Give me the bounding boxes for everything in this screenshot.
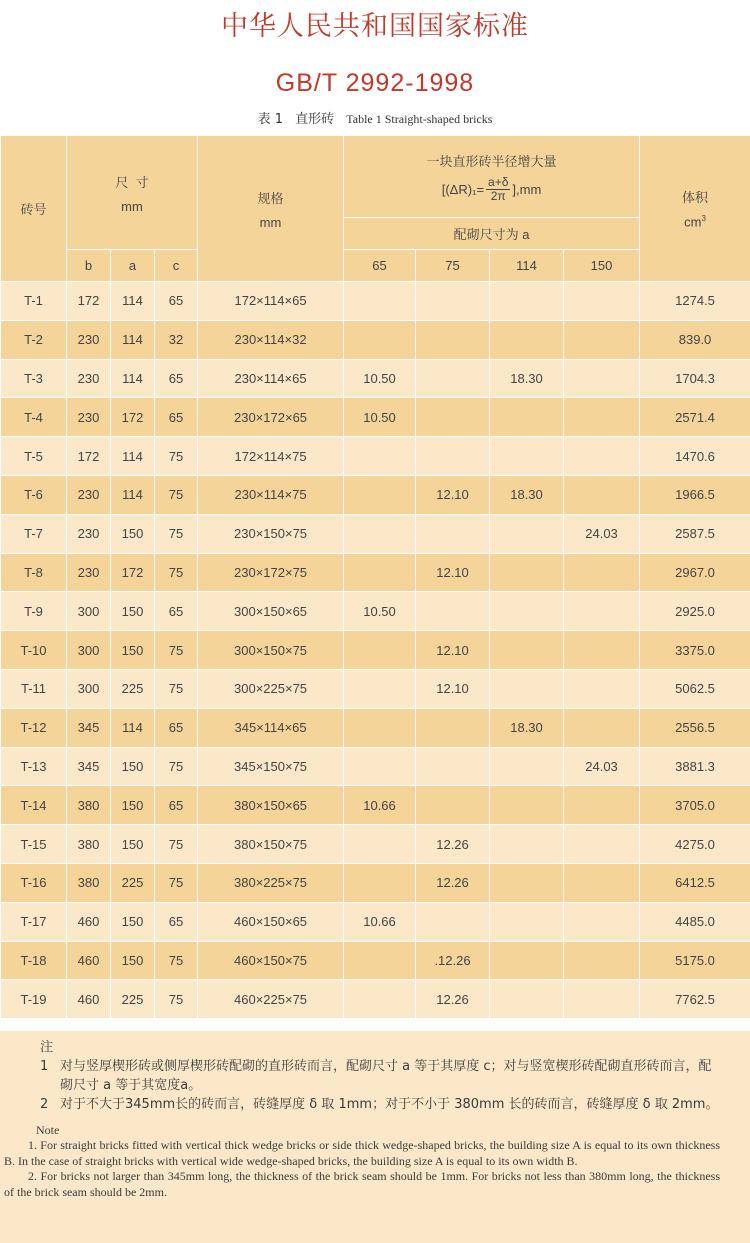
cell-volume: 4485.0 — [640, 902, 750, 941]
standard-title: 中华人民共和国国家标准 — [221, 11, 529, 42]
cell-spec: 460×225×75 — [198, 980, 344, 1019]
cell-a: 225 — [111, 980, 155, 1019]
cell-r75 — [416, 902, 490, 941]
cell-r150 — [564, 437, 640, 476]
table-row — [1, 631, 750, 670]
cell-r150 — [564, 631, 640, 670]
cell-a: 114 — [111, 708, 155, 747]
cell-b: 300 — [67, 669, 111, 708]
cell-a: 150 — [111, 592, 155, 631]
notes-en-item-1: 1. For straight bricks fitted with vertical thick wedge bricks or side thick wedge-shaped bricks, the building size A is equal to its own thickness B. In the case of straight bricks with vertical wide wedge-shaped bricks, the building size A is equal to its own width B. — [4, 1138, 720, 1168]
cell-volume: 1704.3 — [640, 359, 750, 398]
table-row — [1, 786, 750, 825]
header-b: b — [67, 250, 111, 282]
cell-r65 — [344, 747, 416, 786]
notes-en-item-2: 2. For bricks not larger than 345mm long, the thickness of the brick seam should be 1mm. For bricks not less than 380mm long, the thickness of the brick seam should be 2mm. — [4, 1169, 720, 1199]
cell-spec: 230×172×65 — [198, 398, 344, 437]
cell-r75: 12.10 — [416, 475, 490, 514]
cell-r65 — [344, 553, 416, 592]
cell-c: 75 — [155, 437, 198, 476]
cell-r114 — [490, 398, 564, 437]
header-radius-title: 一块直形砖半径增大量 — [426, 153, 557, 169]
cell-r65 — [344, 320, 416, 359]
cell-r75 — [416, 592, 490, 631]
table-title-en: Table 1 Straight-shaped bricks — [346, 112, 493, 126]
header-a-75: 75 — [416, 250, 490, 282]
header-a: a — [111, 250, 155, 282]
cell-r75: 12.10 — [416, 631, 490, 670]
cell-r65 — [344, 980, 416, 1019]
notes-cn-item-2 — [36, 1095, 720, 1114]
cell-a: 150 — [111, 941, 155, 980]
cell-r65 — [344, 514, 416, 553]
cell-r75 — [416, 514, 490, 553]
cell-spec: 380×150×75 — [198, 825, 344, 864]
cell-r150 — [564, 863, 640, 902]
cell-r114 — [490, 631, 564, 670]
cell-spec: 230×114×32 — [198, 320, 344, 359]
cell-spec: 300×225×75 — [198, 669, 344, 708]
cell-c: 75 — [155, 980, 198, 1019]
cell-volume: 2556.5 — [640, 708, 750, 747]
notes-cn-item-text: 对与竖厚楔形砖或侧厚楔形砖配砌的直形砖而言，配砌尺寸 a 等于其厚度 c；对与竖宽楔形砖配砌直形砖而言，配砌尺寸 a 等于其宽度a。 — [60, 1059, 712, 1093]
notes-cn-item-number: 2 — [40, 1097, 49, 1112]
table-row — [1, 941, 750, 980]
cell-r114 — [490, 437, 564, 476]
header-spec-label: 规格 — [257, 190, 284, 206]
header-size-label: 尺 寸 — [115, 174, 149, 190]
header-a-150: 150 — [564, 250, 640, 282]
cell-c: 75 — [155, 514, 198, 553]
cell-r75 — [416, 747, 490, 786]
cell-brick-no: T-5 — [1, 437, 67, 476]
cell-c: 75 — [155, 825, 198, 864]
cell-spec: 345×150×75 — [198, 747, 344, 786]
cell-r75: .12.26 — [416, 941, 490, 980]
cell-volume: 2967.0 — [640, 553, 750, 592]
cell-volume: 6412.5 — [640, 863, 750, 902]
cell-brick-no: T-19 — [1, 980, 67, 1019]
cell-c: 65 — [155, 398, 198, 437]
header-brick-no: 砖号 — [1, 136, 67, 282]
cell-r150: 24.03 — [564, 747, 640, 786]
cell-r65 — [344, 825, 416, 864]
cell-c: 65 — [155, 786, 198, 825]
cell-r65 — [344, 669, 416, 708]
header-volume-unit-line — [640, 214, 750, 229]
table-row — [1, 475, 750, 514]
cell-a: 172 — [111, 553, 155, 592]
cell-c: 75 — [155, 475, 198, 514]
cell-r65 — [344, 708, 416, 747]
cell-brick-no: T-18 — [1, 941, 67, 980]
header-a-114: 114 — [490, 250, 564, 282]
cell-c: 65 — [155, 902, 198, 941]
cell-r75 — [416, 282, 490, 321]
formula-left: [(ΔR)₁= — [441, 181, 485, 197]
cell-volume: 3705.0 — [640, 786, 750, 825]
table-caption — [0, 108, 750, 130]
cell-volume: 2925.0 — [640, 592, 750, 631]
cell-b: 230 — [67, 514, 111, 553]
cell-r150 — [564, 553, 640, 592]
cell-volume: 2587.5 — [640, 514, 750, 553]
cell-brick-no: T-4 — [1, 398, 67, 437]
cell-a: 114 — [111, 475, 155, 514]
cell-r114 — [490, 980, 564, 1019]
cell-c: 65 — [155, 359, 198, 398]
cell-b: 300 — [67, 592, 111, 631]
cell-c: 75 — [155, 747, 198, 786]
cell-r114 — [490, 592, 564, 631]
cell-a: 225 — [111, 863, 155, 902]
cell-brick-no: T-13 — [1, 747, 67, 786]
cell-b: 230 — [67, 398, 111, 437]
cell-brick-no: T-12 — [1, 708, 67, 747]
cell-r75 — [416, 786, 490, 825]
notes-cn-item-number: 1 — [40, 1059, 49, 1074]
cell-r75: 12.10 — [416, 669, 490, 708]
cell-brick-no: T-3 — [1, 359, 67, 398]
cell-r114 — [490, 786, 564, 825]
cell-r150 — [564, 475, 640, 514]
header-masonry-size: 配砌尺寸为 a — [344, 218, 640, 250]
cell-b: 380 — [67, 786, 111, 825]
cell-r114: 18.30 — [490, 359, 564, 398]
cell-r150 — [564, 980, 640, 1019]
cell-brick-no: T-17 — [1, 902, 67, 941]
notes-cn-item-1 — [36, 1057, 720, 1095]
cell-brick-no: T-14 — [1, 786, 67, 825]
cell-c: 65 — [155, 282, 198, 321]
table-row — [1, 320, 750, 359]
table-row — [1, 592, 750, 631]
header-radius-wrap — [344, 151, 639, 203]
cell-spec: 345×114×65 — [198, 708, 344, 747]
cell-r114 — [490, 941, 564, 980]
formula-right: ],mm — [512, 181, 542, 197]
cell-r150 — [564, 786, 640, 825]
header-spec-unit: mm — [259, 214, 282, 230]
cell-r65: 10.50 — [344, 398, 416, 437]
cell-r150 — [564, 669, 640, 708]
cell-c: 75 — [155, 941, 198, 980]
cell-r150 — [564, 941, 640, 980]
cell-brick-no: T-11 — [1, 669, 67, 708]
cell-volume: 1274.5 — [640, 282, 750, 321]
cell-c: 75 — [155, 631, 198, 670]
cell-r65 — [344, 475, 416, 514]
cell-a: 150 — [111, 902, 155, 941]
cell-b: 380 — [67, 863, 111, 902]
cell-r65 — [344, 437, 416, 476]
cell-b: 172 — [67, 437, 111, 476]
cell-spec: 230×114×65 — [198, 359, 344, 398]
cell-c: 75 — [155, 669, 198, 708]
header-size-unit: mm — [121, 198, 143, 214]
cell-a: 114 — [111, 437, 155, 476]
cell-r114 — [490, 747, 564, 786]
cell-volume: 3881.3 — [640, 747, 750, 786]
cell-spec: 230×172×75 — [198, 553, 344, 592]
cell-spec: 460×150×65 — [198, 902, 344, 941]
cell-r75 — [416, 708, 490, 747]
cell-r114 — [490, 669, 564, 708]
cell-a: 150 — [111, 786, 155, 825]
table-row — [1, 980, 750, 1019]
cell-a: 172 — [111, 398, 155, 437]
cell-volume: 3375.0 — [640, 631, 750, 670]
cell-r114 — [490, 863, 564, 902]
table-row — [1, 514, 750, 553]
cell-b: 345 — [67, 708, 111, 747]
cell-brick-no: T-16 — [1, 863, 67, 902]
notes-cn-heading: 注 — [40, 1040, 54, 1055]
cell-r114: 18.30 — [490, 708, 564, 747]
header-c: c — [155, 250, 198, 282]
cell-spec: 380×225×75 — [198, 863, 344, 902]
cell-a: 150 — [111, 747, 155, 786]
cell-r150 — [564, 825, 640, 864]
cell-r65: 10.66 — [344, 786, 416, 825]
table-row — [1, 708, 750, 747]
formula-numerator: a+δ — [488, 174, 509, 189]
cell-r65 — [344, 282, 416, 321]
cell-volume: 2571.4 — [640, 398, 750, 437]
standard-code: GB/T 2992-1998 — [275, 69, 475, 97]
cell-r75 — [416, 320, 490, 359]
cell-r114 — [490, 553, 564, 592]
table-row — [1, 359, 750, 398]
cell-brick-no: T-10 — [1, 631, 67, 670]
cell-r114: 18.30 — [490, 475, 564, 514]
cell-a: 114 — [111, 320, 155, 359]
header-volume — [640, 136, 750, 282]
straight-bricks-table — [0, 135, 750, 1019]
cell-r75 — [416, 359, 490, 398]
cell-volume: 5062.5 — [640, 669, 750, 708]
cell-r114 — [490, 514, 564, 553]
header-size — [67, 136, 198, 250]
cell-r150 — [564, 320, 640, 359]
cell-r150 — [564, 902, 640, 941]
cell-brick-no: T-15 — [1, 825, 67, 864]
cell-spec: 230×114×75 — [198, 475, 344, 514]
table-row — [1, 825, 750, 864]
table-row — [1, 747, 750, 786]
header-radius — [344, 136, 640, 218]
header-volume-wrap — [640, 187, 750, 229]
header-volume-label: 体积 — [682, 190, 709, 206]
cell-a: 114 — [111, 282, 155, 321]
cell-r75: 12.26 — [416, 863, 490, 902]
cell-volume: 4275.0 — [640, 825, 750, 864]
cell-r75: 12.26 — [416, 825, 490, 864]
cell-spec: 460×150×75 — [198, 941, 344, 980]
cell-r65: 10.50 — [344, 359, 416, 398]
table-row — [1, 863, 750, 902]
cell-b: 345 — [67, 747, 111, 786]
cell-volume: 1966.5 — [640, 475, 750, 514]
table-row — [1, 282, 750, 321]
cell-a: 150 — [111, 631, 155, 670]
table-title-cn: 直形砖 — [295, 112, 335, 127]
cell-b: 172 — [67, 282, 111, 321]
cell-b: 230 — [67, 553, 111, 592]
header-spec-wrap — [198, 188, 343, 230]
table-row — [1, 437, 750, 476]
cell-volume: 5175.0 — [640, 941, 750, 980]
cell-r150 — [564, 592, 640, 631]
formula-fraction — [486, 176, 510, 203]
cell-c: 75 — [155, 863, 198, 902]
radius-formula — [442, 176, 542, 203]
cell-spec: 230×150×75 — [198, 514, 344, 553]
cell-r150: 24.03 — [564, 514, 640, 553]
cell-r65 — [344, 631, 416, 670]
cell-a: 225 — [111, 669, 155, 708]
cell-b: 460 — [67, 902, 111, 941]
table-header — [1, 136, 750, 282]
cell-volume: 839.0 — [640, 320, 750, 359]
table-row — [1, 902, 750, 941]
table-body — [1, 282, 750, 1019]
header-spec — [198, 136, 344, 282]
cell-brick-no: T-8 — [1, 553, 67, 592]
cell-volume: 7762.5 — [640, 980, 750, 1019]
cell-c: 75 — [155, 553, 198, 592]
formula-denominator: 2π — [490, 188, 506, 203]
cell-c: 65 — [155, 592, 198, 631]
cell-spec: 300×150×65 — [198, 592, 344, 631]
cell-a: 150 — [111, 825, 155, 864]
cell-r150 — [564, 282, 640, 321]
cell-brick-no: T-1 — [1, 282, 67, 321]
cell-a: 114 — [111, 359, 155, 398]
cell-r114 — [490, 902, 564, 941]
notes-cn-item-text: 对于不大于345mm长的砖而言，砖缝厚度 δ 取 1mm；对于不小于 380mm 长的砖而言，砖缝厚度 δ 取 2mm。 — [60, 1097, 719, 1112]
cell-r150 — [564, 398, 640, 437]
header-volume-unit-sup: 3 — [701, 214, 706, 224]
table-row — [1, 398, 750, 437]
cell-r75 — [416, 398, 490, 437]
cell-r75 — [416, 437, 490, 476]
cell-r114 — [490, 282, 564, 321]
cell-r150 — [564, 708, 640, 747]
cell-spec: 172×114×75 — [198, 437, 344, 476]
table-label: 表 1 — [257, 112, 283, 127]
cell-b: 300 — [67, 631, 111, 670]
header-size-wrap — [67, 172, 197, 214]
cell-volume: 1470.6 — [640, 437, 750, 476]
cell-spec: 172×114×65 — [198, 282, 344, 321]
cell-spec: 300×150×75 — [198, 631, 344, 670]
header-volume-unit: cm — [684, 214, 702, 230]
cell-r65 — [344, 941, 416, 980]
notes-section — [0, 1031, 750, 1243]
cell-c: 32 — [155, 320, 198, 359]
table-row — [1, 669, 750, 708]
table-row — [1, 553, 750, 592]
cell-b: 230 — [67, 359, 111, 398]
cell-r65 — [344, 863, 416, 902]
cell-r75: 12.10 — [416, 553, 490, 592]
cell-b: 380 — [67, 825, 111, 864]
cell-a: 150 — [111, 514, 155, 553]
cell-b: 230 — [67, 475, 111, 514]
cell-r65: 10.66 — [344, 902, 416, 941]
cell-spec: 380×150×65 — [198, 786, 344, 825]
notes-en-heading: Note — [36, 1123, 60, 1137]
cell-r75: 12.26 — [416, 980, 490, 1019]
cell-r65: 10.50 — [344, 592, 416, 631]
cell-c: 65 — [155, 708, 198, 747]
header-a-65: 65 — [344, 250, 416, 282]
cell-r114 — [490, 320, 564, 359]
cell-r114 — [490, 825, 564, 864]
cell-brick-no: T-9 — [1, 592, 67, 631]
cell-brick-no: T-6 — [1, 475, 67, 514]
cell-b: 460 — [67, 941, 111, 980]
cell-brick-no: T-7 — [1, 514, 67, 553]
cell-brick-no: T-2 — [1, 320, 67, 359]
cell-r150 — [564, 359, 640, 398]
cell-b: 460 — [67, 980, 111, 1019]
cell-b: 230 — [67, 320, 111, 359]
